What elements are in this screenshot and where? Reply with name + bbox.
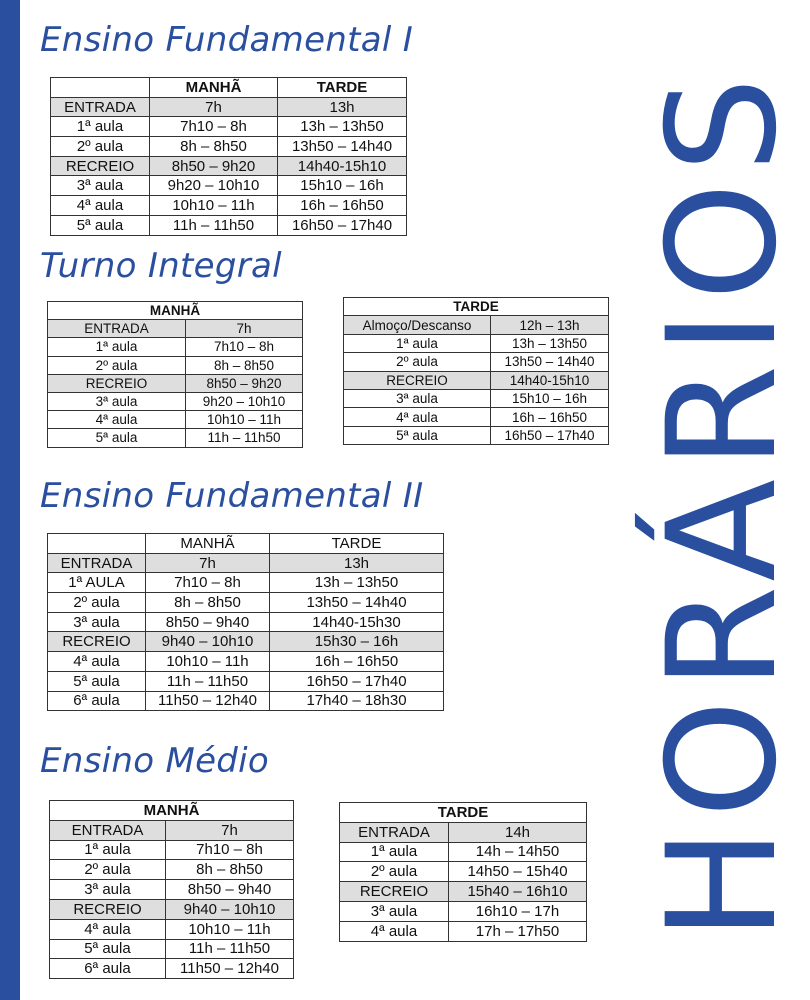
period-cell: RECREIO — [50, 899, 166, 919]
period-cell: 1ª AULA — [48, 573, 146, 593]
table-row — [48, 573, 444, 593]
table-row — [50, 939, 294, 959]
schedule-table-medio-manha — [49, 800, 294, 979]
section-title-fundamental-2: Ensino Fundamental II — [40, 476, 424, 516]
period-cell: 2º aula — [50, 860, 166, 880]
header-cell: TARDE — [340, 803, 587, 823]
schedule-table-integral-manha — [47, 301, 303, 448]
table-row — [344, 334, 609, 352]
header-cell: TARDE — [270, 534, 444, 554]
time-cell: 7h — [146, 553, 270, 573]
schedule-table-fundamental-1 — [50, 77, 407, 236]
table-row — [50, 959, 294, 979]
period-cell: 4ª aula — [50, 919, 166, 939]
period-cell: 6ª aula — [50, 959, 166, 979]
table-row — [340, 921, 587, 941]
time-cell: 11h – 11h50 — [150, 215, 278, 235]
time-cell: 13h50 – 14h40 — [491, 353, 609, 371]
time-cell: 16h – 16h50 — [278, 196, 407, 216]
time-cell: 7h — [150, 97, 278, 117]
period-cell: 5ª aula — [344, 426, 491, 444]
time-cell: 14h – 14h50 — [449, 842, 587, 862]
period-cell: ENTRADA — [340, 822, 449, 842]
table-header-row — [48, 302, 303, 320]
time-cell: 8h50 – 9h40 — [146, 612, 270, 632]
period-cell: 1ª aula — [50, 840, 166, 860]
section-title-fundamental-1: Ensino Fundamental I — [40, 20, 414, 60]
header-cell: TARDE — [344, 298, 609, 316]
table-header-row — [344, 298, 609, 316]
time-cell: 11h50 – 12h40 — [146, 691, 270, 711]
table-row — [51, 97, 407, 117]
period-cell: 3ª aula — [48, 392, 186, 410]
time-cell: 17h40 – 18h30 — [270, 691, 444, 711]
table-row — [48, 671, 444, 691]
time-cell: 13h50 – 14h40 — [270, 593, 444, 613]
period-cell: RECREIO — [344, 371, 491, 389]
time-cell: 14h40-15h10 — [278, 156, 407, 176]
time-cell: 14h — [449, 822, 587, 842]
period-cell: 6ª aula — [48, 691, 146, 711]
table-row — [48, 593, 444, 613]
table-row — [48, 553, 444, 573]
table-row — [48, 652, 444, 672]
period-cell: 3ª aula — [48, 612, 146, 632]
period-cell: ENTRADA — [48, 320, 186, 338]
schedule-table-medio-tarde — [339, 802, 587, 942]
time-cell: 9h40 – 10h10 — [166, 899, 294, 919]
time-cell: 7h10 – 8h — [186, 338, 303, 356]
time-cell: 9h40 – 10h10 — [146, 632, 270, 652]
header-cell: MANHÃ — [48, 302, 303, 320]
time-cell: 7h10 – 8h — [150, 117, 278, 137]
table-row — [344, 389, 609, 407]
time-cell: 16h50 – 17h40 — [491, 426, 609, 444]
time-cell: 8h – 8h50 — [146, 593, 270, 613]
table-row — [48, 691, 444, 711]
time-cell: 8h – 8h50 — [150, 137, 278, 157]
period-cell: 1ª aula — [51, 117, 150, 137]
period-cell: 5ª aula — [48, 671, 146, 691]
table-row — [344, 426, 609, 444]
time-cell: 10h10 – 11h — [166, 919, 294, 939]
table-row — [48, 392, 303, 410]
section-title-turno-integral: Turno Integral — [40, 246, 282, 286]
side-title-text: HORÁRIOS — [635, 67, 810, 941]
time-cell: 10h10 – 11h — [146, 652, 270, 672]
time-cell: 8h – 8h50 — [166, 860, 294, 880]
time-cell: 14h40-15h30 — [270, 612, 444, 632]
time-cell: 11h – 11h50 — [186, 429, 303, 447]
table-row — [50, 840, 294, 860]
period-cell: 2º aula — [51, 137, 150, 157]
time-cell: 13h — [278, 97, 407, 117]
time-cell: 10h10 – 11h — [186, 411, 303, 429]
period-cell: 3ª aula — [344, 389, 491, 407]
table-row — [340, 822, 587, 842]
time-cell: 13h50 – 14h40 — [278, 137, 407, 157]
time-cell: 13h – 13h50 — [270, 573, 444, 593]
time-cell: 7h — [186, 320, 303, 338]
time-cell: 16h50 – 17h40 — [270, 671, 444, 691]
period-cell: 4ª aula — [51, 196, 150, 216]
period-cell: 4ª aula — [48, 652, 146, 672]
period-cell: 2º aula — [340, 862, 449, 882]
time-cell: 8h50 – 9h20 — [186, 374, 303, 392]
header-cell — [48, 534, 146, 554]
time-cell: 8h50 – 9h40 — [166, 880, 294, 900]
table-row — [51, 117, 407, 137]
time-cell: 10h10 – 11h — [150, 196, 278, 216]
time-cell: 11h – 11h50 — [146, 671, 270, 691]
table-row — [344, 353, 609, 371]
period-cell: RECREIO — [51, 156, 150, 176]
period-cell: 4ª aula — [340, 921, 449, 941]
left-accent-stripe — [0, 0, 20, 1000]
time-cell: 12h – 13h — [491, 316, 609, 334]
table-row — [340, 862, 587, 882]
schedule-table-integral-tarde — [343, 297, 609, 445]
period-cell: RECREIO — [48, 632, 146, 652]
schedule-table-fundamental-2 — [47, 533, 444, 711]
time-cell: 8h50 – 9h20 — [150, 156, 278, 176]
period-cell: 3ª aula — [50, 880, 166, 900]
time-cell: 7h10 – 8h — [166, 840, 294, 860]
header-cell: MANHÃ — [50, 801, 294, 821]
table-row — [48, 411, 303, 429]
table-header-row — [340, 803, 587, 823]
table-row — [51, 156, 407, 176]
time-cell: 15h10 – 16h — [278, 176, 407, 196]
time-cell: 16h10 – 17h — [449, 901, 587, 921]
period-cell: 5ª aula — [48, 429, 186, 447]
table-row — [48, 632, 444, 652]
period-cell: Almoço/Descanso — [344, 316, 491, 334]
table-header-row — [50, 801, 294, 821]
time-cell: 13h – 13h50 — [278, 117, 407, 137]
table-row — [48, 320, 303, 338]
time-cell: 14h40-15h10 — [491, 371, 609, 389]
time-cell: 8h – 8h50 — [186, 356, 303, 374]
table-row — [51, 137, 407, 157]
table-row — [340, 842, 587, 862]
table-row — [48, 356, 303, 374]
time-cell: 14h50 – 15h40 — [449, 862, 587, 882]
period-cell: 1ª aula — [340, 842, 449, 862]
time-cell: 15h40 – 16h10 — [449, 882, 587, 902]
table-row — [48, 338, 303, 356]
time-cell: 11h50 – 12h40 — [166, 959, 294, 979]
time-cell: 13h – 13h50 — [491, 334, 609, 352]
period-cell: 1ª aula — [344, 334, 491, 352]
table-row — [51, 196, 407, 216]
period-cell: 2º aula — [48, 593, 146, 613]
time-cell: 13h — [270, 553, 444, 573]
table-row — [51, 176, 407, 196]
time-cell: 7h — [166, 820, 294, 840]
time-cell: 16h – 16h50 — [270, 652, 444, 672]
time-cell: 9h20 – 10h10 — [186, 392, 303, 410]
table-row — [48, 429, 303, 447]
period-cell: 2º aula — [344, 353, 491, 371]
period-cell: 2º aula — [48, 356, 186, 374]
table-row — [344, 316, 609, 334]
table-row — [344, 408, 609, 426]
header-cell — [51, 78, 150, 98]
table-row — [50, 860, 294, 880]
period-cell: RECREIO — [340, 882, 449, 902]
header-cell: MANHÃ — [150, 78, 278, 98]
table-header-row — [51, 78, 407, 98]
table-row — [340, 882, 587, 902]
period-cell: 4ª aula — [48, 411, 186, 429]
side-title — [635, 8, 810, 1000]
period-cell: 1ª aula — [48, 338, 186, 356]
time-cell: 11h – 11h50 — [166, 939, 294, 959]
table-row — [50, 820, 294, 840]
period-cell: 3ª aula — [340, 901, 449, 921]
table-row — [48, 612, 444, 632]
time-cell: 16h50 – 17h40 — [278, 215, 407, 235]
table-row — [344, 371, 609, 389]
period-cell: RECREIO — [48, 374, 186, 392]
time-cell: 15h30 – 16h — [270, 632, 444, 652]
period-cell: 5ª aula — [50, 939, 166, 959]
header-cell: MANHÃ — [146, 534, 270, 554]
table-row — [51, 215, 407, 235]
time-cell: 9h20 – 10h10 — [150, 176, 278, 196]
period-cell: 3ª aula — [51, 176, 150, 196]
time-cell: 16h – 16h50 — [491, 408, 609, 426]
table-row — [50, 919, 294, 939]
table-row — [340, 901, 587, 921]
period-cell: ENTRADA — [51, 97, 150, 117]
period-cell: 5ª aula — [51, 215, 150, 235]
header-cell: TARDE — [278, 78, 407, 98]
time-cell: 7h10 – 8h — [146, 573, 270, 593]
period-cell: 4ª aula — [344, 408, 491, 426]
time-cell: 15h10 – 16h — [491, 389, 609, 407]
table-header-row — [48, 534, 444, 554]
table-row — [50, 899, 294, 919]
table-row — [50, 880, 294, 900]
time-cell: 17h – 17h50 — [449, 921, 587, 941]
period-cell: ENTRADA — [48, 553, 146, 573]
table-row — [48, 374, 303, 392]
section-title-ensino-medio: Ensino Médio — [40, 741, 270, 781]
period-cell: ENTRADA — [50, 820, 166, 840]
